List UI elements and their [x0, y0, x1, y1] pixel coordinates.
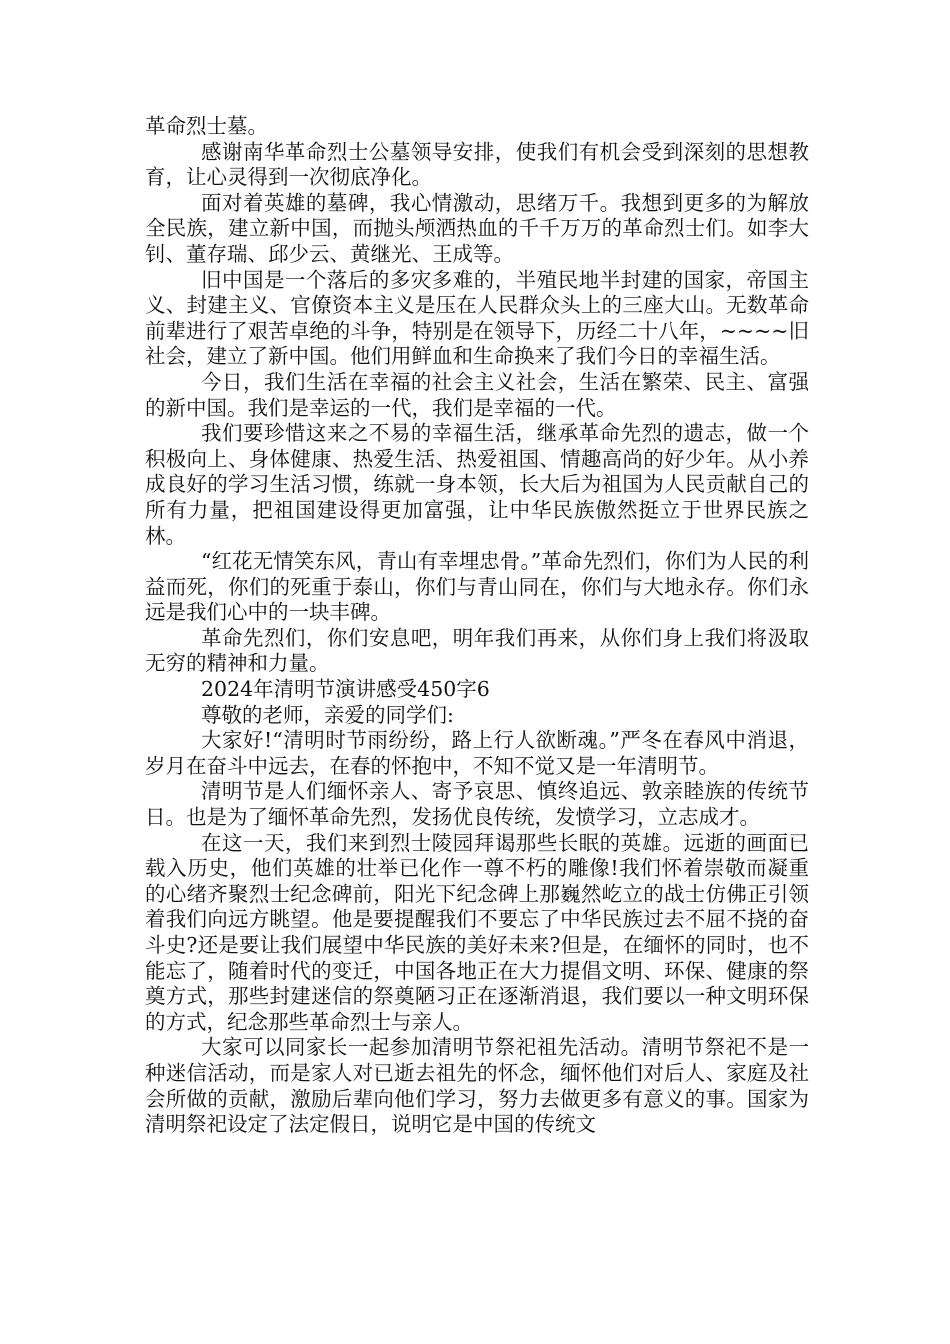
paragraph-today: 今日，我们生活在幸福的社会主义社会，生活在繁荣、民主、富强的新中国。我们是幸运的一代，我们是幸福的一代。	[145, 369, 809, 420]
paragraph-cemetery: 在这一天，我们来到烈士陵园拜谒那些长眠的英雄。远逝的画面已载入历史，他们英雄的壮举已化作一尊不朽的雕像!我们怀着崇敬而凝重的心绪齐聚烈士纪念碑前，阳光下纪念碑上那巍然屹立的战士仿佛正引领着我们向远方眺望。他是要提醒我们不要忘了中华民族过去不屈不挠的奋斗史?还是要让我们展望中华民族的美好未来?但是，在缅怀的同时，也不能忘了，随着时代的变迁，中国各地正在大力提倡文明、环保、健康的祭奠方式，那些封建迷信的祭奠陋习正在逐渐消退，我们要以一种文明环保的方式，纪念那些革命烈士与亲人。	[145, 830, 809, 1034]
paragraph-thanks: 感谢南华革命烈士公墓领导安排，使我们有机会受到深刻的思想教育，让心灵得到一次彻底净化。	[145, 139, 809, 190]
paragraph-tombstone: 面对着英雄的墓碑，我心情激动，思绪万千。我想到更多的为解放全民族，建立新中国，而抛头颅洒热血的千千万万的革命烈士们。如李大钊、董存瑞、邱少云、黄继光、王成等。	[145, 190, 809, 266]
paragraph-rest-in-peace: 革命先烈们，你们安息吧，明年我们再来，从你们身上我们将汲取无穷的精神和力量。	[145, 625, 809, 676]
paragraph-poem: “红花无情笑东风，青山有幸埋忠骨。”革命先烈们，你们为人民的利益而死，你们的死重于泰山，你们与青山同在，你们与大地永存。你们永远是我们心中的一块丰碑。	[145, 549, 809, 625]
salutation: 尊敬的老师，亲爱的同学们:	[201, 702, 454, 727]
paragraph-continuation: 革命烈士墓。	[145, 114, 268, 138]
section-heading: 2024年清明节演讲感受450字6	[201, 677, 490, 702]
paragraph-festival: 清明节是人们缅怀亲人、寄予哀思、慎终追远、敦亲睦族的传统节日。也是为了缅怀革命先烈，发扬优良传统，发愤学习，立志成才。	[145, 779, 809, 830]
paragraph-greeting: 大家好!“清明时节雨纷纷，路上行人欲断魂。”严冬在春风中消退，岁月在奋斗中远去，在春的怀抱中，不知不觉又是一年清明节。	[145, 728, 809, 778]
paragraph-family-ritual: 大家可以同家长一起参加清明节祭祀祖先活动。清明节祭祀不是一种迷信活动，而是家人对已逝去祖先的怀念，缅怀他们对后人、家庭及社会所做的贡献，激励后辈向他们学习，努力去做更多有意义的事。国家为清明祭祀设定了法定假日，说明它是中国的传统文	[145, 1035, 809, 1137]
paragraph-old-china: 旧中国是一个落后的多灾多难的，半殖民地半封建的国家，帝国主义、封建主义、官僚资本主义是压在人民群众头上的三座大山。无数革命前辈进行了艰苦卓绝的斗争，特别是在领导下，历经二十八年，~~~~旧社会，建立了新中国。他们用鲜血和生命换来了我们今日的幸福生活。	[145, 267, 809, 369]
document-body	[145, 114, 809, 1138]
paragraph-cherish: 我们要珍惜这来之不易的幸福生活，继承革命先烈的遗志，做一个积极向上、身体健康、热爱生活、热爱祖国、情趣高尚的好少年。从小养成良好的学习生活习惯，练就一身本领，长大后为祖国为人民贡献自己的所有力量，把祖国建设得更加富强，让中华民族傲然挺立于世界民族之林。	[145, 421, 809, 548]
